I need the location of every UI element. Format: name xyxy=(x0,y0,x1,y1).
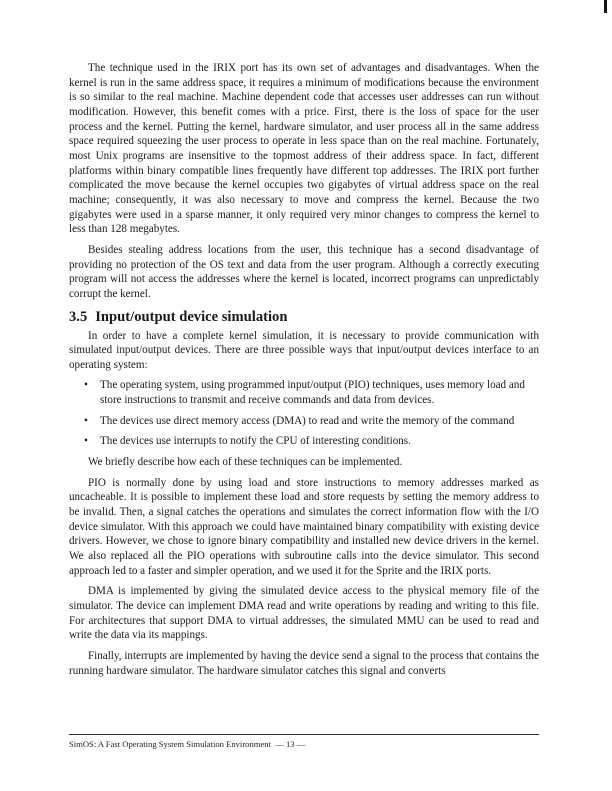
section-intro: In order to have a complete kernel simulation, it is necessary to provide communication with simulated input/output devices. There are three possible ways that input/output devices interface to an operating system: xyxy=(69,329,539,371)
paragraph-dma: DMA is implemented by giving the simulated device access to the physical memory file of the simulator. The device can implement DMA read and write operations by reading and writing to this file. For architectures that support DMA to virtual addresses, the simulated MMU can be used to read and write the data via its mappings. xyxy=(69,585,539,642)
list-item-text: The devices use interrupts to notify the CPU of interesting conditions. xyxy=(100,435,411,448)
section-number: 3.5 xyxy=(69,308,88,325)
list-item xyxy=(84,434,539,449)
page-footer xyxy=(69,739,305,750)
footer-divider xyxy=(69,734,539,735)
footer-title: SimOS: A Fast Operating System Simulation Environment xyxy=(69,739,271,749)
section-heading xyxy=(69,308,539,326)
scan-corner-mark xyxy=(604,0,607,13)
paragraph-protection-disadvantage: Besides stealing address locations from the user, this technique has a second disadvantage of providing no protection of the OS text and data from the user program. Although a correctly executing program will not access the addresses where the kernel is located, incorrect programs can unpredictably corrupt the kernel. xyxy=(69,243,539,300)
section-title: Input/output device simulation xyxy=(95,308,288,325)
bullet-icon: • xyxy=(84,414,88,427)
paragraph-pio: PIO is normally done by using load and store instructions to memory addresses marked as uncacheable. It is possible to implement these load and store requests by setting the memory address to be invalid. Then, a signal catches the operations and simulates the correct information flow with the I/O device simulator. With this approach we could have maintained binary compatibility with existing device drivers. However, we chose to ignore binary compatibility and installed new device drivers in the kernel. We also replaced all the PIO operations with subroutine calls into the device simulator. This second approach led to a faster and simpler operation, and we used it for the Sprite and the IRIX ports. xyxy=(69,476,539,577)
paragraph-overview: We briefly describe how each of these techniques can be implemented. xyxy=(88,456,403,469)
list-item xyxy=(84,378,539,407)
page-body xyxy=(69,61,539,684)
page-number: — 13 — xyxy=(275,739,306,749)
io-methods-list xyxy=(69,378,539,449)
list-item-text: The devices use direct memory access (DMA) to read and write the memory of the command xyxy=(100,414,515,427)
bullet-icon: • xyxy=(84,435,88,448)
list-item xyxy=(84,414,539,429)
list-item-text: The operating system, using programmed input/output (PIO) techniques, uses memory load and store instructions to transmit and receive commands and data from devices. xyxy=(100,379,525,407)
paragraph-interrupts: Finally, interrupts are implemented by having the device send a signal to the process that contains the running hardware simulator. The hardware simulator catches this signal and converts xyxy=(69,649,539,677)
paragraph-irix-tradeoffs: The technique used in the IRIX port has its own set of advantages and disadvantages. When the kernel is run in the same address space, it requires a minimum of modifications because the environment is so similar to the real machine. Machine dependent code that accesses user addresses can run without modification. However, this benefit comes with a price. First, there is the loss of space for the user process and the kernel. Putting the kernel, hardware simulator, and user process all in the same address space required squeezing the user process to operate in less space than on the real machine. Fortunately, most Unix programs are insensitive to the topmost address of their address space. In fact, different platforms within binary compatible lines frequently have different top addresses. The IRIX port further complicated the move because the kernel occupies two gigabytes of virtual address space on the real machine; consequently, it was also necessary to move and compress the kernel. Because the two gigabytes were used in a sparse manner, it only required very minor changes to compress the kernel to less than 128 megabytes. xyxy=(69,62,539,236)
bullet-icon: • xyxy=(84,379,88,392)
